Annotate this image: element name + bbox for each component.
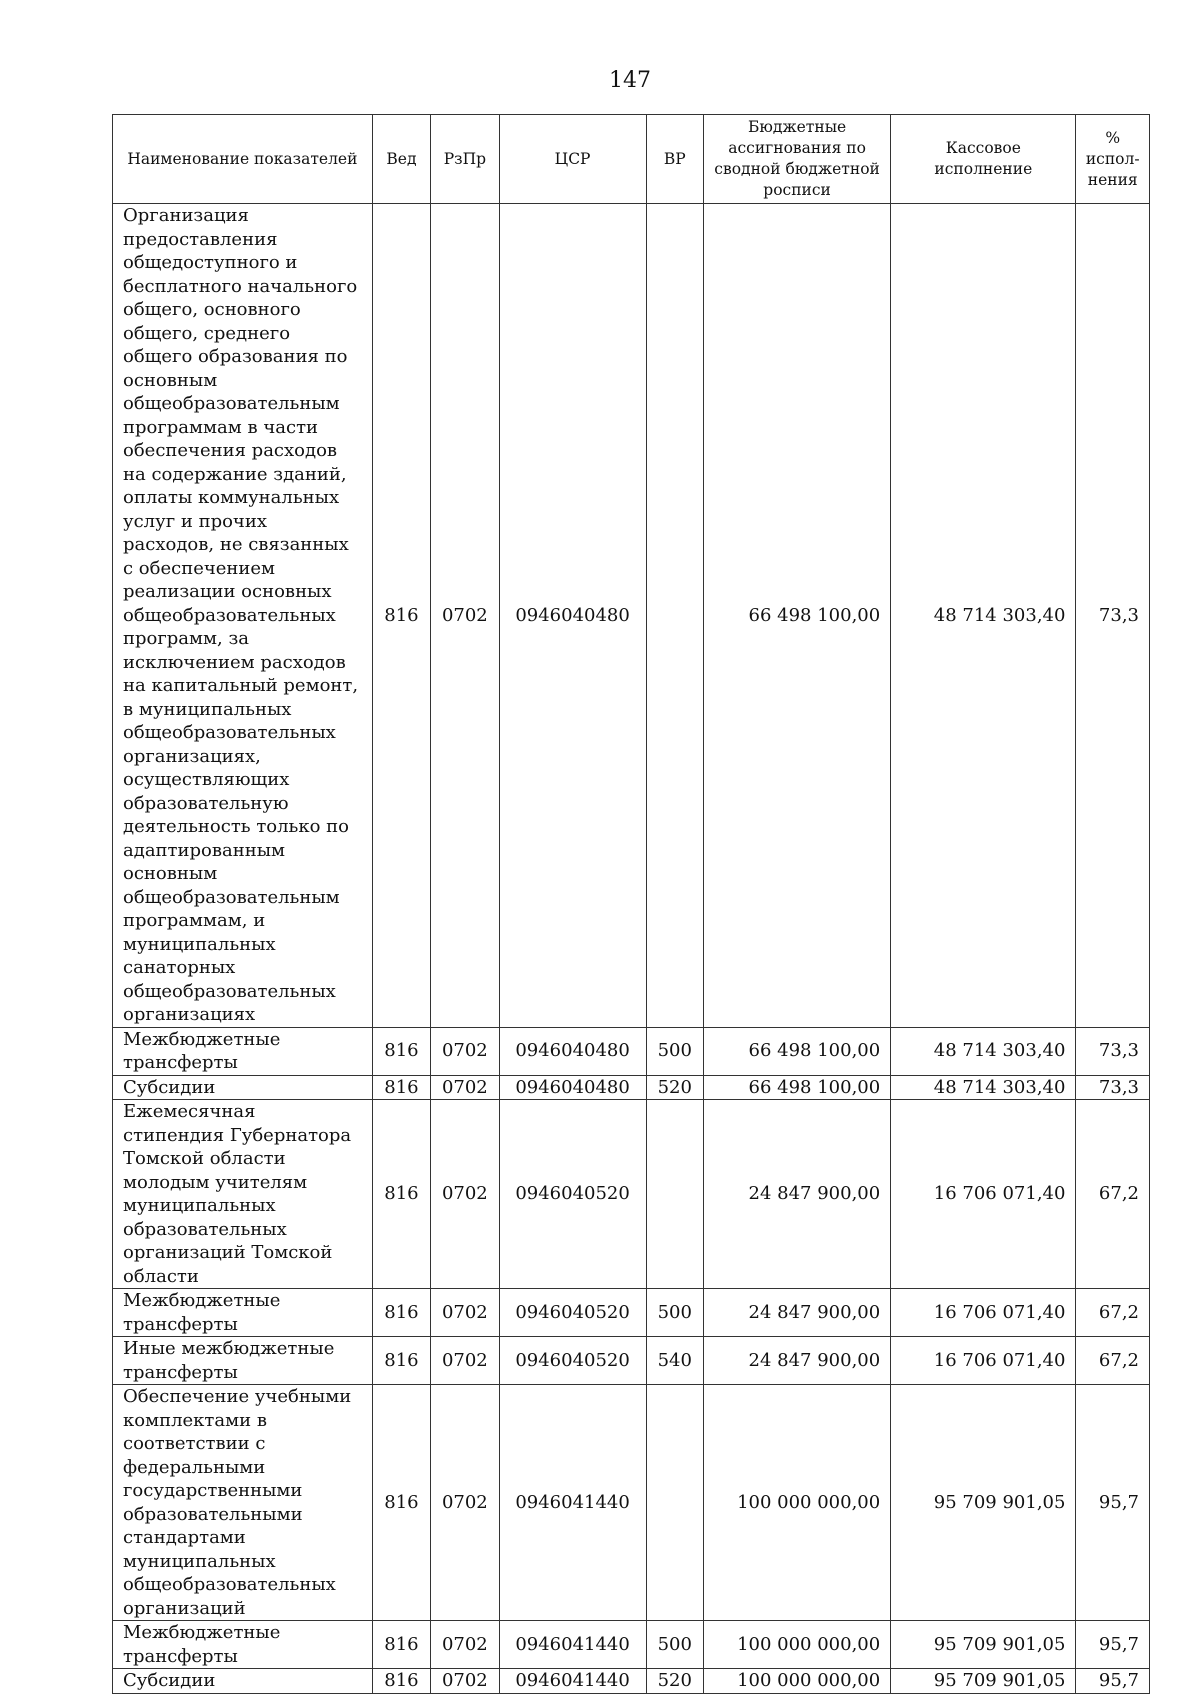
row-ved: 816 (372, 1621, 430, 1669)
table-row (113, 204, 1150, 1028)
row-percent: 95,7 (1076, 1385, 1150, 1621)
row-assigned: 66 498 100,00 (703, 204, 890, 1028)
row-name: Межбюджетные трансферты (113, 1027, 373, 1075)
row-assigned: 100 000 000,00 (703, 1621, 890, 1669)
row-ved: 816 (372, 1027, 430, 1075)
row-vr (646, 204, 703, 1028)
header-csr: ЦСР (499, 115, 646, 204)
row-vr: 500 (646, 1621, 703, 1669)
row-name: Межбюджетные трансферты (113, 1621, 373, 1669)
row-name: Субсидии (113, 1669, 373, 1694)
row-vr (646, 1100, 703, 1289)
row-csr: 0946040480 (499, 204, 646, 1028)
row-assigned: 24 847 900,00 (703, 1289, 890, 1337)
table-row (113, 1621, 1150, 1669)
row-executed: 48 714 303,40 (891, 204, 1076, 1028)
row-vr: 520 (646, 1075, 703, 1100)
row-ved: 816 (372, 1337, 430, 1385)
table-row (113, 1337, 1150, 1385)
header-name: Наименование показателей (113, 115, 373, 204)
row-percent: 73,3 (1076, 1075, 1150, 1100)
row-rzpr: 0702 (431, 204, 499, 1028)
row-executed: 16 706 071,40 (891, 1337, 1076, 1385)
row-assigned: 24 847 900,00 (703, 1100, 890, 1289)
row-assigned: 24 847 900,00 (703, 1337, 890, 1385)
row-csr: 0946041440 (499, 1385, 646, 1621)
row-ved: 816 (372, 1385, 430, 1621)
row-percent: 95,7 (1076, 1669, 1150, 1694)
row-executed: 16 706 071,40 (891, 1100, 1076, 1289)
row-percent: 73,3 (1076, 1027, 1150, 1075)
row-vr (646, 1385, 703, 1621)
row-assigned: 100 000 000,00 (703, 1385, 890, 1621)
row-csr: 0946040520 (499, 1337, 646, 1385)
budget-table (112, 114, 1150, 1694)
row-executed: 16 706 071,40 (891, 1289, 1076, 1337)
row-csr: 0946040520 (499, 1100, 646, 1289)
row-csr: 0946040520 (499, 1289, 646, 1337)
table-row (113, 1027, 1150, 1075)
row-assigned: 66 498 100,00 (703, 1075, 890, 1100)
row-rzpr: 0702 (431, 1669, 499, 1694)
row-name: Субсидии (113, 1075, 373, 1100)
row-rzpr: 0702 (431, 1385, 499, 1621)
row-csr: 0946040480 (499, 1027, 646, 1075)
row-assigned: 66 498 100,00 (703, 1027, 890, 1075)
row-name: Иные межбюджетные трансферты (113, 1337, 373, 1385)
header-ved: Вед (372, 115, 430, 204)
header-executed: Кассовое исполнение (891, 115, 1076, 204)
row-ved: 816 (372, 1289, 430, 1337)
header-percent: % испол-нения (1076, 115, 1150, 204)
table-row (113, 1075, 1150, 1100)
row-ved: 816 (372, 204, 430, 1028)
row-csr: 0946041440 (499, 1669, 646, 1694)
row-percent: 67,2 (1076, 1337, 1150, 1385)
row-executed: 48 714 303,40 (891, 1027, 1076, 1075)
row-ved: 816 (372, 1669, 430, 1694)
row-percent: 95,7 (1076, 1621, 1150, 1669)
row-ved: 816 (372, 1075, 430, 1100)
header-row (113, 115, 1150, 204)
row-rzpr: 0702 (431, 1100, 499, 1289)
table-row (113, 1669, 1150, 1694)
row-vr: 500 (646, 1027, 703, 1075)
row-rzpr: 0702 (431, 1075, 499, 1100)
row-csr: 0946040480 (499, 1075, 646, 1100)
row-rzpr: 0702 (431, 1621, 499, 1669)
row-rzpr: 0702 (431, 1289, 499, 1337)
row-rzpr: 0702 (431, 1027, 499, 1075)
table-row (113, 1289, 1150, 1337)
page-number: 147 (609, 68, 651, 93)
row-assigned: 100 000 000,00 (703, 1669, 890, 1694)
header-rzpr: РзПр (431, 115, 499, 204)
row-executed: 95 709 901,05 (891, 1385, 1076, 1621)
row-name: Организация предоставления общедоступного и бесплатного начального общего, основного общего, среднего общего образования по основным общеобразовательным программам в части обеспечения расходов на содержание зданий, оплаты коммунальных услуг и прочих расходов, не связанных с обеспечением реализации основных общеобразовательных программ, за исключением расходов на капитальный ремонт, в муниципальных общеобразовательных организациях, осуществляющих образовательную деятельность только по адаптированным основным общеобразовательным программам, и муниципальных санаторных общеобразовательных организациях (113, 204, 373, 1028)
row-percent: 67,2 (1076, 1289, 1150, 1337)
row-csr: 0946041440 (499, 1621, 646, 1669)
table-row (113, 1385, 1150, 1621)
row-vr: 520 (646, 1669, 703, 1694)
row-name: Межбюджетные трансферты (113, 1289, 373, 1337)
row-rzpr: 0702 (431, 1337, 499, 1385)
row-name: Обеспечение учебными комплектами в соответствии с федеральными государственными образовательными стандартами муниципальных общеобразовательных организаций (113, 1385, 373, 1621)
row-vr: 540 (646, 1337, 703, 1385)
row-name: Ежемесячная стипендия Губернатора Томской области молодым учителям муниципальных образовательных организаций Томской области (113, 1100, 373, 1289)
row-percent: 73,3 (1076, 204, 1150, 1028)
header-vr: ВР (646, 115, 703, 204)
header-assigned: Бюджетные ассигнования по сводной бюджетной росписи (703, 115, 890, 204)
row-vr: 500 (646, 1289, 703, 1337)
table-row (113, 1100, 1150, 1289)
row-executed: 48 714 303,40 (891, 1075, 1076, 1100)
row-executed: 95 709 901,05 (891, 1621, 1076, 1669)
row-executed: 95 709 901,05 (891, 1669, 1076, 1694)
row-percent: 67,2 (1076, 1100, 1150, 1289)
row-ved: 816 (372, 1100, 430, 1289)
